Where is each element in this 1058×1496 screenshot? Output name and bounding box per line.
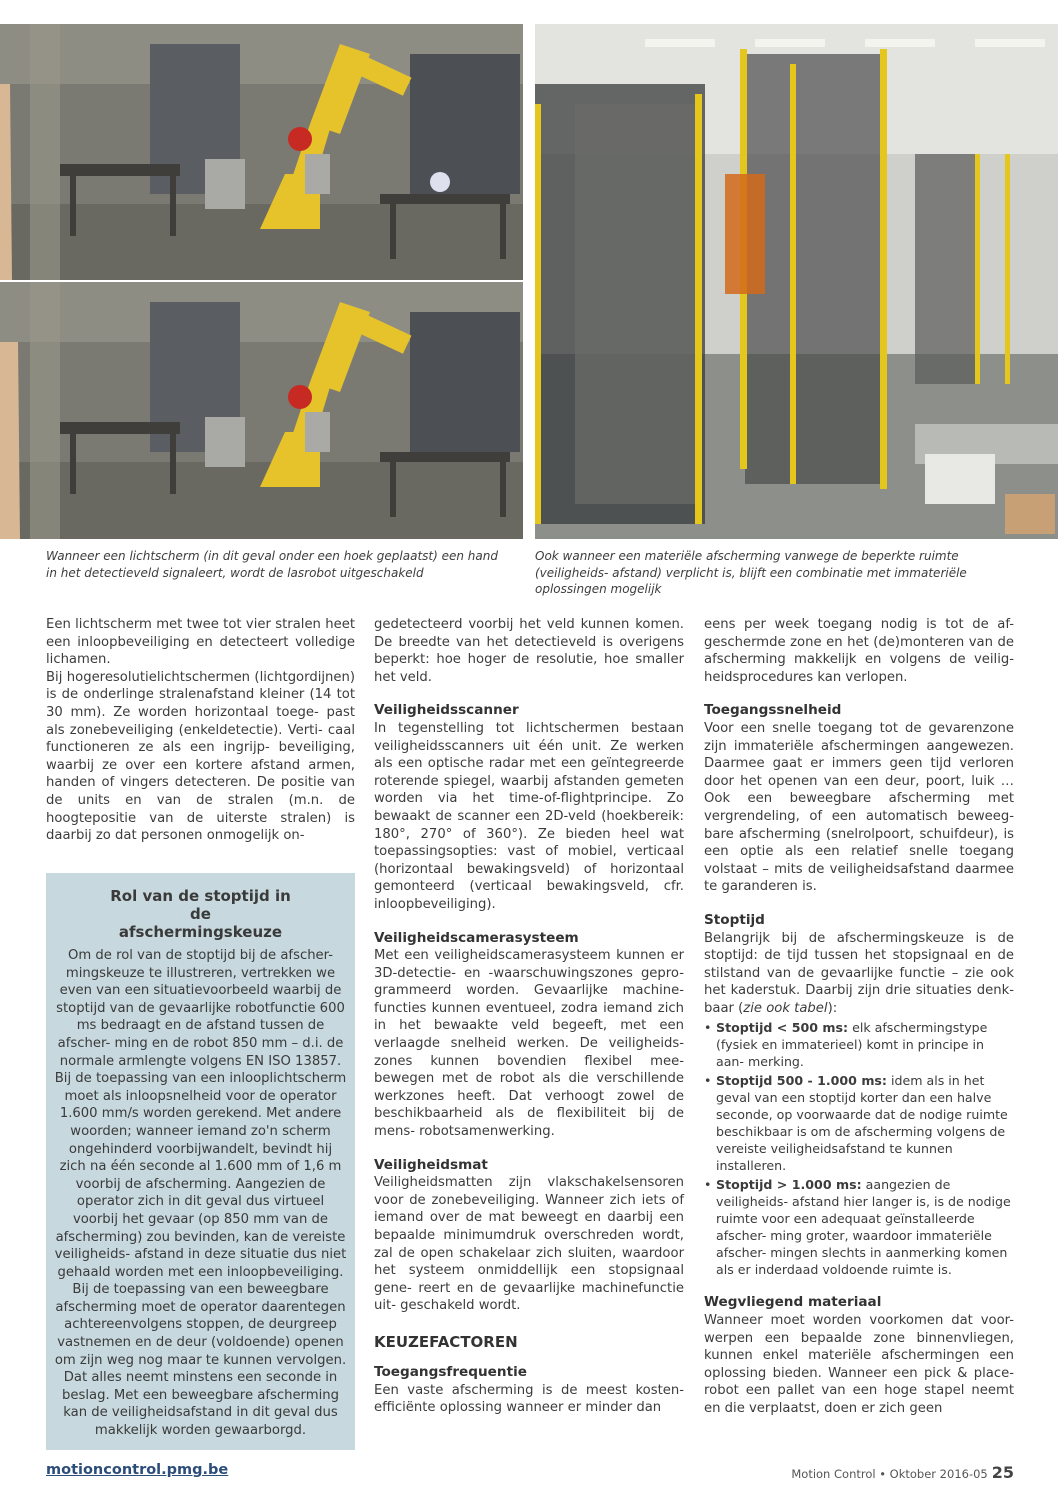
- welding-robot-illustration: [0, 24, 523, 539]
- section-heading: Toegangssnelheid: [704, 702, 842, 719]
- box-paragraph: Bij de toepassing van een inlooplichtscherm moet als inloopsnelheid voor de operator 1.600 mm/s worden gerekend. Met andere woorden; wanneer iemand zo'n scherm ongehinderd voorbijwandelt, bevindt hij zich na één seconde al 1.600 mm of 1,6 m voorbij de afscherming. Aangezien de operator zich in dit geval dus virtueel voorbij het gevaar (op 850 mm van de afscherming) zou bevinden, kan de vereiste veiligheids- afstand in deze situatie dus niet gehaald worden met een inloopbeveiliging.: [54, 1071, 347, 1280]
- paragraph: In tegenstelling tot lichtschermen bestaan veiligheidsscanners uit één unit. Ze werken als een optische radar met een geïntegreerde roterende spiegel, waarbij afstanden gemeten worden via het time-of-flightprincipe. Zo bewaakt de scanner een 2D-veld (hoekbereik: 180°, 270° of 360°). Ze bieden heel wat toepassingsopties: vast of mobiel, verticaal (horizontaal bewakingsveld) of horizontaal gemonteerd (verticaal bewakingsveld, cfr. inloopbeveiliging).: [374, 720, 684, 912]
- section-heading: Wegvliegend materiaal: [704, 1294, 882, 1311]
- welding-robot-photo: [0, 24, 523, 539]
- left-photo-caption: Wanneer een lichtscherm (in dit geval onder een hoek geplaatst) een hand in het detectieveld signaleert, wordt de lasrobot uitgeschakeld: [46, 549, 498, 580]
- paragraph: eens per week toegang nodig is tot de af- geschermde zone en het (de)monteren van de afscherming makkelijk en volgens de veilig- heidsprocedures kan verlopen.: [704, 617, 1014, 685]
- paragraph: Met een veiligheidscamerasysteem kunnen er 3D-detectie- en -waarschuwingszones gepro- grammeerd worden. Gevaarlijke machine- functies kunnen eventueel, zodra iemand zich in het bewaakte veld begeeft, met een verlaagde snelheid werken. De veiligheids- zones kunnen bovendien flexibel mee- bewegen met de robot als die verschillende werkzones heeft. Dat verhoogt zowel de beschikbaarheid als de flexibiliteit bij de mens- robotsamenwerking.: [374, 948, 684, 1140]
- issue-label: Motion Control • Oktober 2016-05: [791, 1467, 988, 1481]
- right-photo-caption: Ook wanneer een materiële afscherming vanwege de beperkte ruimte (veiligheids- afstand) verplicht is, blijft een combinatie met immateriële oplossingen mogelijk: [535, 549, 967, 596]
- paragraph: Belangrijk bij de afschermingskeuze is de stoptijd: de tijd tussen het stopsignaal en de stilstand van de gevaarlijke functie – zie ook het kaderstuk. Daarbij zijn drie situaties denk- baar (zie ook tabel):: [704, 930, 1014, 1016]
- list-item: • Stoptijd > 1.000 ms: aangezien de veiligheids- afstand hier langer is, is de nodige ruimte voor een adequaat geïnstalleerde afscher- ming groter, waardoor immateriële afscher- mingen slechts in aanmerking komen als er inderdaad voldoende ruimte is.: [704, 1176, 1014, 1278]
- column-3: [704, 616, 1014, 1418]
- paragraph: gedetecteerd voorbij het veld kunnen komen. De breedte van het detectieveld is overigens beperkt: hoe hoger de resolutie, hoe smaller het veld.: [374, 617, 684, 685]
- section-heading: Stoptijd: [704, 911, 765, 928]
- paragraph: Veiligheidsmatten zijn vlakschakelsensoren voor de zonebeveiliging. Wanneer zich iets of iemand over de mat beweegt en daarbij een bepaalde minimumdruk overschreden wordt, zal de open schakelaar zich sluiten, waardoor het systeem onmiddellijk een stopsignaal gene- reert en de gevaarlijke machinefunctie uit- geschakeld wordt.: [374, 1175, 684, 1314]
- column-1: [46, 616, 355, 845]
- paragraph: Bij hogeresolutielichtschermen (lichtgordijnen) is de onderlinge stralenafstand kleiner (14 tot 30 mm). Ze worden horizontaal toege- past als zonebeveiliging (enkeldetectie). Verti- caal functioneren ze als een ingrijp- beveiliging, waarbij ze over een kortere afstand armen, handen of vingers detecteren. De positie van de units en van de stralen (m.n. de hoogtepositie van de uiterste stralen) is daarbij zo dat personen onmogelijk on-: [46, 669, 355, 844]
- paragraph: Voor een snelle toegang tot de gevarenzone zijn immateriële afschermingen aangewezen. Daarmee gaat er immers geen tijd verloren door het openen van een deur, poort, luik … Ook een beweegbare afscherming met vergrendeling, of een automatisch beweeg- bare afscherming (snelrolpoort, schuifdeur), is een optie als een relatief snelle toegang volstaat – mits de veiligheidsafstand daarmee te garanderen is.: [704, 720, 1014, 895]
- safety-cage-illustration: [535, 24, 1058, 539]
- box-paragraph: Bij de toepassing van een beweegbare afscherming moet de operator daarentegen achtereenvolgens stoppen, de deurgreep vastnemen en de deur (voldoende) openen om zijn weg nog maar te kunnen vervolgen. Dat alles neemt minstens een seconde in beslag. Met een beweegbare afscherming kan de veiligheidsafstand in dit geval dus makkelijk worden gewaarborgd.: [54, 1282, 347, 1439]
- chapter-heading: KEUZEFACTOREN: [374, 1332, 518, 1351]
- box-paragraph: Om de rol van de stoptijd bij de afscher- mingskeuze te illustreren, vertrekken we even van een situatievoorbeeld waarbij de stoptijd van de gevaarlijke robotfunctie 600 ms bedraagt en de afstand tussen de afscher- ming en de robot 850 mm – d.i. de normale armlengte volgens EN ISO 13857.: [56, 948, 345, 1069]
- section-heading: Toegangsfrequentie: [374, 1363, 527, 1380]
- footer-issue: [791, 1463, 1014, 1482]
- sidebar-box: [46, 873, 355, 1450]
- column-2: [374, 616, 684, 1417]
- section-heading: Veiligheidsscanner: [374, 702, 519, 719]
- paragraph: Een lichtscherm met twee tot vier stralen heet een inloopbeveiliging en detecteert volledige lichamen.: [46, 617, 355, 668]
- box-title: Rol van de stoptijd in de afschermingskeuze: [110, 887, 291, 941]
- page-number: 25: [991, 1463, 1014, 1482]
- list-item: • Stoptijd < 500 ms: elk afschermingstype (fysiek en immaterieel) komt in principe in aan- merking.: [704, 1019, 1014, 1070]
- table-reference: zie ook tabel: [743, 1000, 828, 1016]
- footer-website-link[interactable]: motioncontrol.pmg.be: [46, 1462, 229, 1478]
- section-heading: Veiligheidscamerasysteem: [374, 929, 579, 946]
- list-item: • Stoptijd 500 - 1.000 ms: idem als in het geval van een stoptijd korter dan een halve seconde, op voorwaarde dat de nodige ruimte beschikbaar is om de afscherming volgens de vereiste veiligheidsafstand te kunnen installeren.: [704, 1072, 1014, 1174]
- paragraph: Een vaste afscherming is de meest kosten- efficiënte oplossing wanneer er minder dan: [374, 1382, 684, 1416]
- safety-cage-photo: [535, 24, 1058, 539]
- section-heading: Veiligheidsmat: [374, 1156, 488, 1173]
- paragraph: Wanneer moet worden voorkomen dat voor- werpen een bepaalde zone binnenvliegen, kunnen enkel materiële afschermingen een oplossing bieden. Wanneer een pick & place- robot een pallet van een hoge stapel neemt en die verplaatst, doen er zich geen: [704, 1313, 1014, 1417]
- stoptime-list: [704, 1019, 1014, 1278]
